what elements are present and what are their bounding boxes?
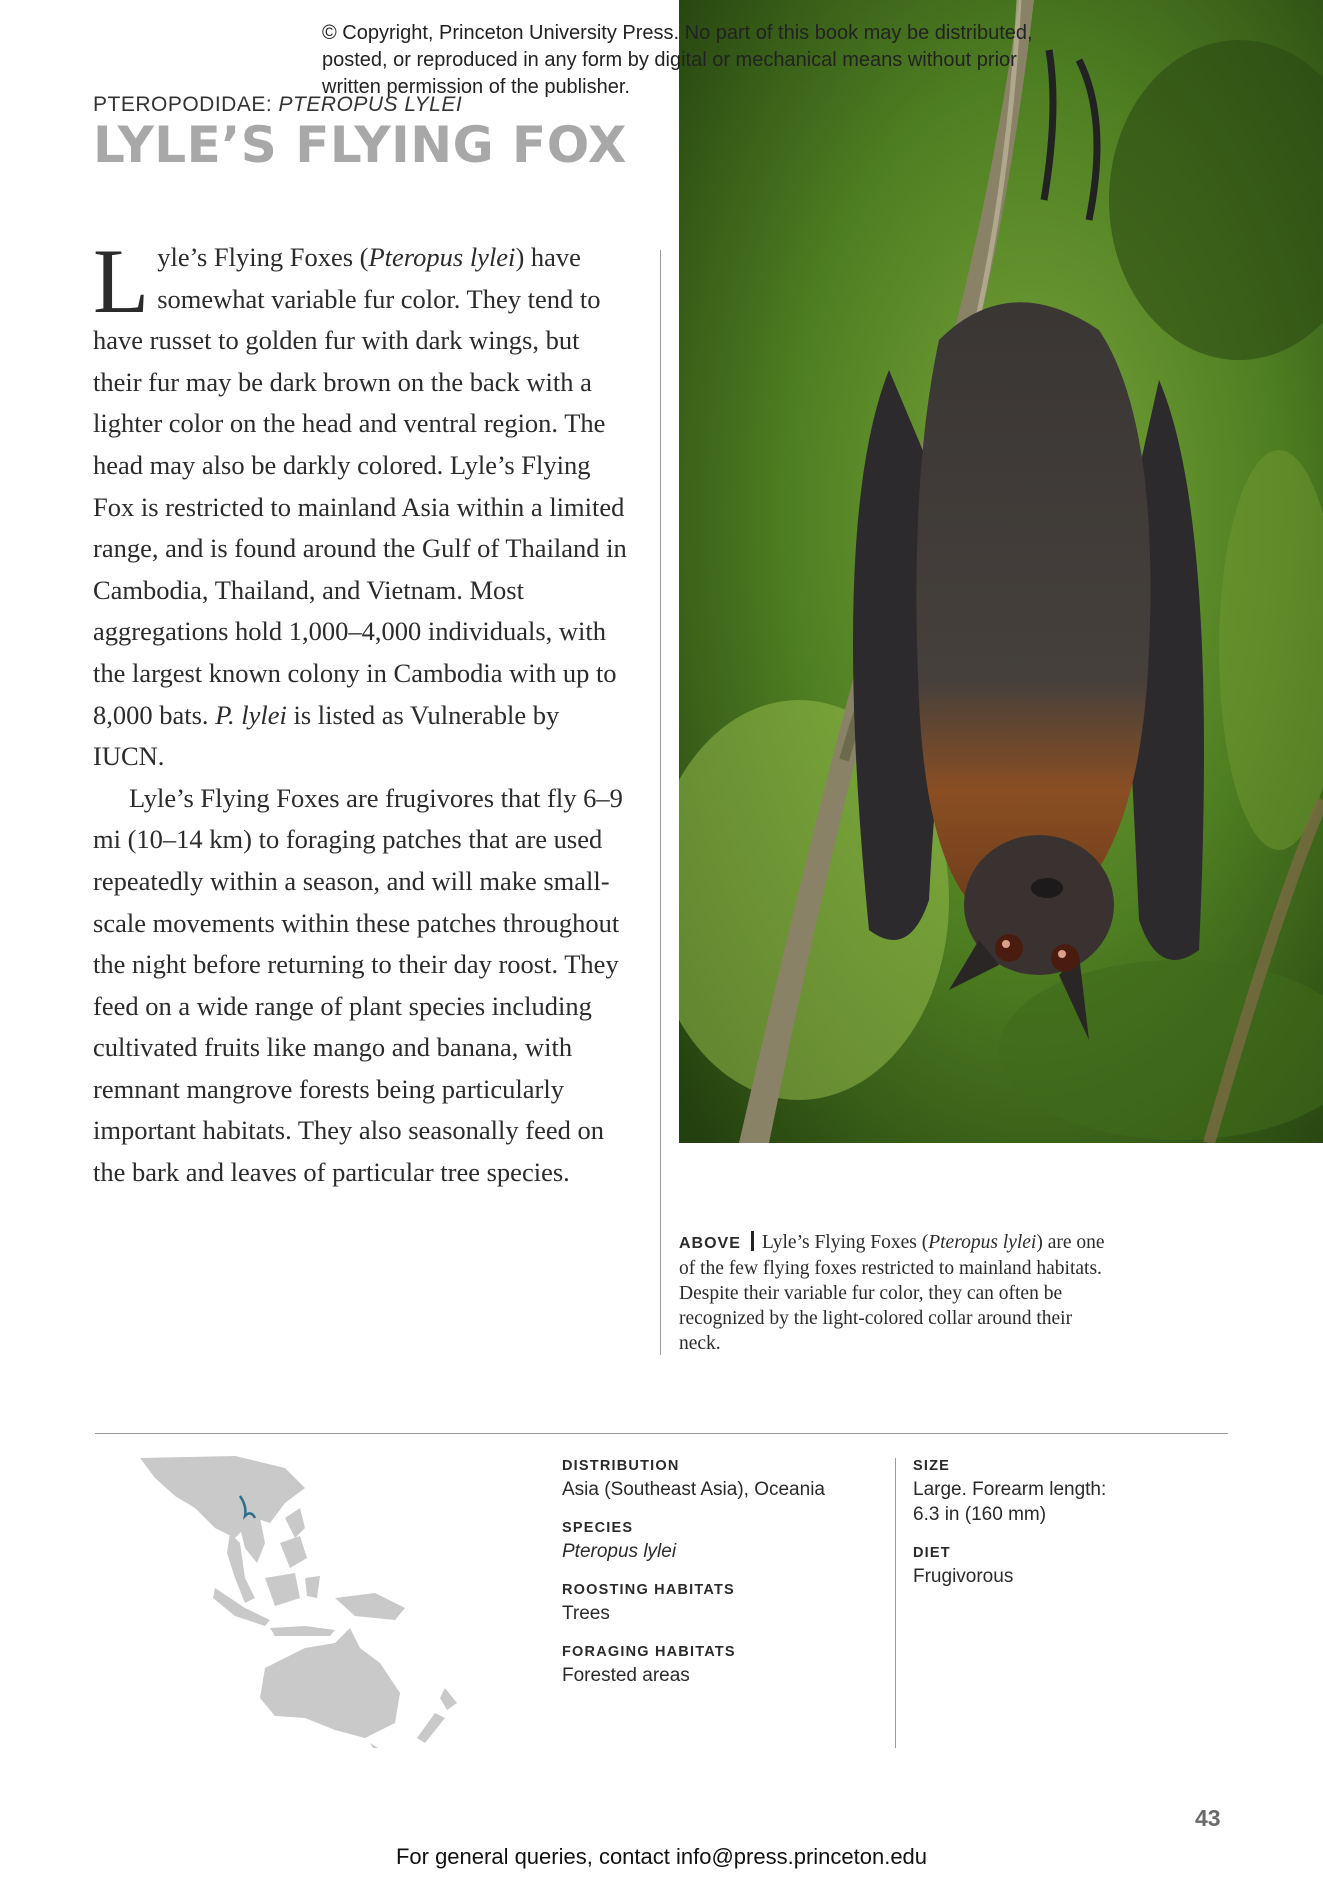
foraging-label: FORAGING HABITATS <box>562 1644 736 1660</box>
paragraph-1 <box>93 230 633 778</box>
drop-cap: L <box>93 230 150 332</box>
diet-value: Frugivorous <box>913 1566 1014 1587</box>
p1-text-b: ) have somewhat variable fur color. They tend to have russet to golden fur with dark wings, but their fur may be dark brown on the back with a lighter color on the head and ventral region. The head may also be darkly colored. Lyle’s Flying Fox is restricted to mainland Asia within a limited range, and is found around the Gulf of Thailand in Cambodia, Thailand, and Vietnam. Most aggregations hold 1,000–4,000 individuals, with the largest known colony in Cambodia with up to 8,000 bats. <box>93 242 627 730</box>
section-divider <box>95 1433 1228 1434</box>
species-label: SPECIES <box>562 1520 634 1536</box>
foraging-value: Forested areas <box>562 1665 690 1686</box>
caption-bar <box>751 1231 754 1251</box>
size-value: Large. Forearm length: 6.3 in (160 mm) <box>913 1479 1107 1525</box>
p1-text-a: yle’s Flying Foxes ( <box>157 242 369 272</box>
facts-divider <box>895 1458 896 1748</box>
distribution-label: DISTRIBUTION <box>562 1458 680 1474</box>
page-number: 43 <box>1195 1805 1221 1831</box>
facts-column-2 <box>913 1458 1213 1589</box>
roosting-label: ROOSTING HABITATS <box>562 1582 735 1598</box>
copyright-notice: © Copyright, Princeton University Press. No part of this book may be distributed, posted, or reproduced in any form by digital or mechanical means without prior written permission of the publisher. <box>322 22 1033 98</box>
caption-label: ABOVE <box>679 1235 741 1252</box>
caption-species: Pteropus lylei <box>928 1232 1037 1253</box>
column-divider <box>660 250 661 1355</box>
size-label: SIZE <box>913 1458 951 1474</box>
footer-contact: For general queries, contact info@press.princeton.edu <box>395 1844 928 1869</box>
caption-text-b: ) are one of the few flying foxes restricted to mainland habitats. Despite their variable fur color, they can often be recognized by the light-colored collar around their neck. <box>679 1232 1105 1354</box>
roosting-value: Trees <box>562 1603 610 1624</box>
facts-column-1 <box>562 1458 862 1688</box>
family-name: PTEROPODIDAE: <box>93 93 273 116</box>
distribution-map <box>95 1448 495 1748</box>
p1-text-c: is listed as Vulnerable by IUCN. <box>93 699 560 772</box>
distribution-value: Asia (Southeast Asia), Oceania <box>562 1479 825 1500</box>
scientific-name: PTEROPUS LYLEI <box>278 93 463 116</box>
p1-species: Pteropus lylei <box>368 242 516 272</box>
species-value: Pteropus lylei <box>562 1541 677 1562</box>
bat-photo <box>679 0 1323 1143</box>
page-title: LYLE’S FLYING FOX <box>93 116 627 174</box>
paragraph-2: Lyle’s Flying Foxes are frugivores that fly 6–9 mi (10–14 km) to foraging patches that are used repeatedly within a season, and will make small-scale movements within these patches throughout the night before returning to their day roost. They feed on a wide range of plant species including cultivated fruits like mango and banana, with remnant mangrove forests being particularly important habitats. They also seasonally feed on the bark and leaves of particular tree species. <box>93 782 623 1188</box>
caption-text-a: Lyle’s Flying Foxes ( <box>761 1232 929 1253</box>
p1-species-short: P. lylei <box>215 699 287 730</box>
photo-caption <box>679 1230 1109 1356</box>
diet-label: DIET <box>913 1545 951 1561</box>
body-text <box>93 230 633 1194</box>
